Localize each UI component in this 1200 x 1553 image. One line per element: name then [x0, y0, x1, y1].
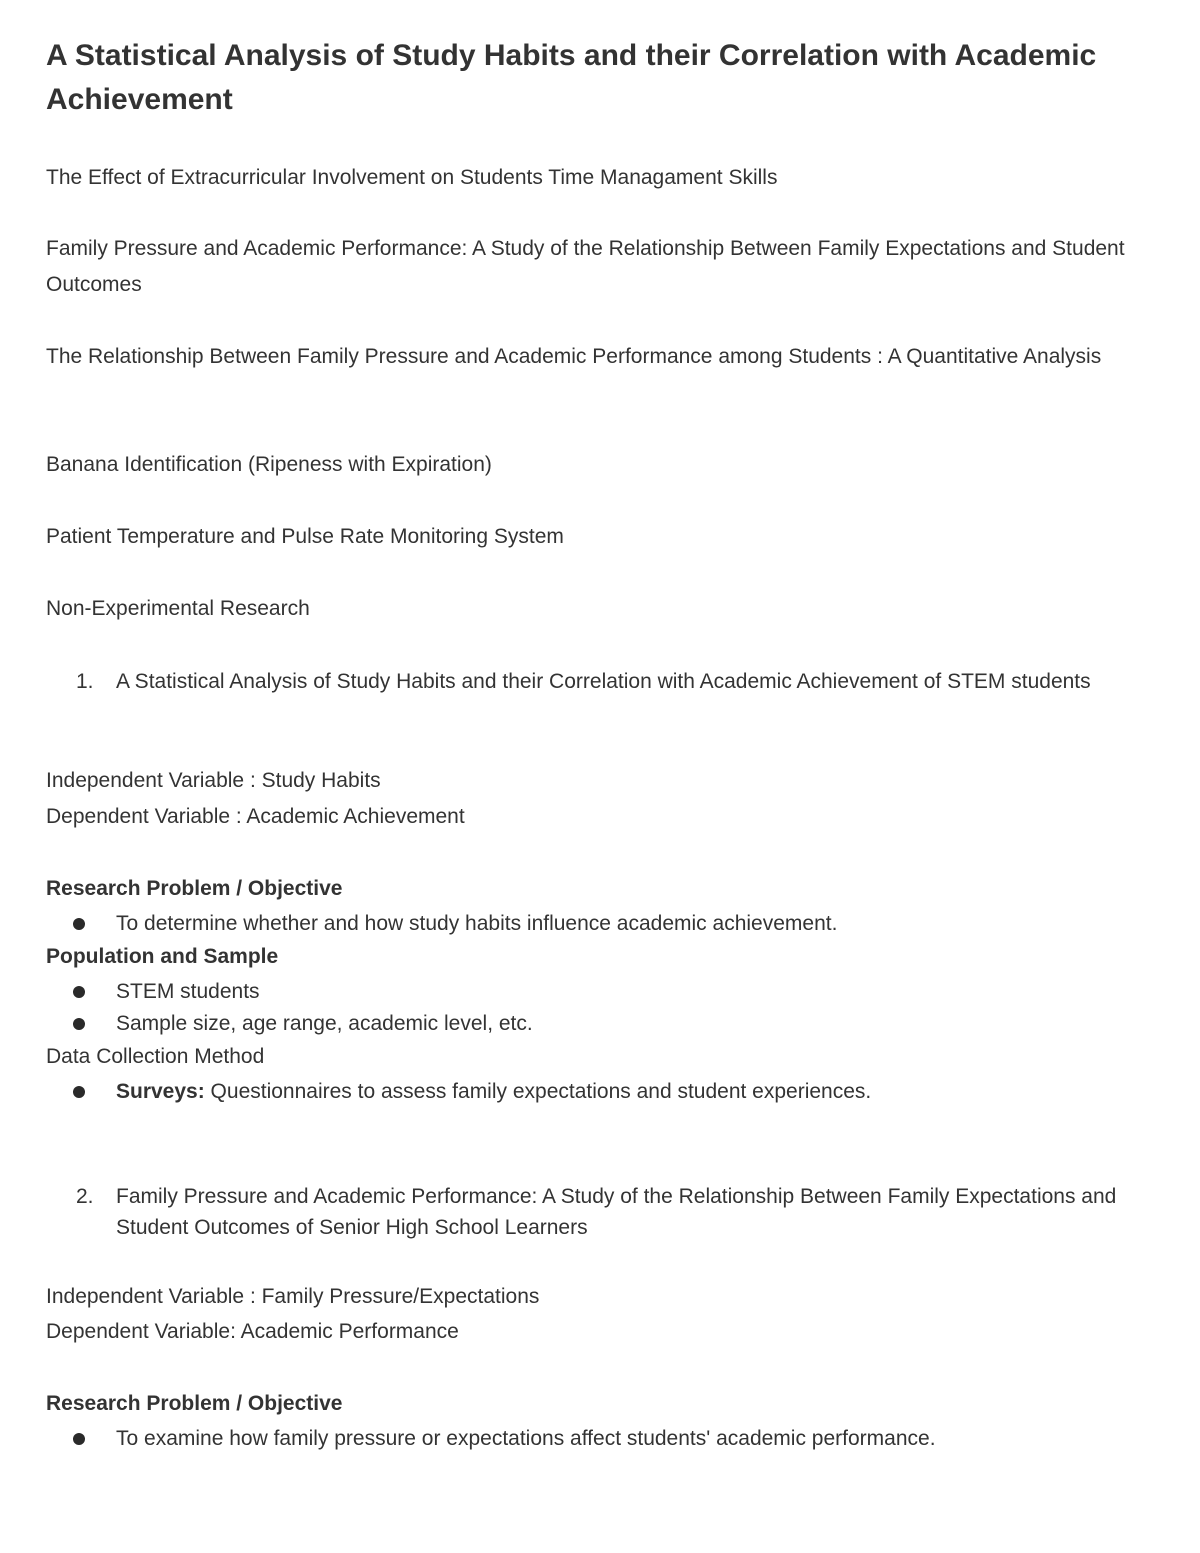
study-2-objective-bullet [46, 1423, 1136, 1455]
study-1-dependent-variable: Dependent Variable : Academic Achievement [46, 805, 465, 828]
study-2-number: 2. [76, 1185, 94, 1208]
bullet-icon [73, 1018, 85, 1030]
bullet-icon [73, 918, 85, 930]
study-1-population-bullet-2 [46, 1008, 1136, 1040]
bullet-label: Surveys: [116, 1080, 205, 1103]
bullet-icon [73, 1433, 85, 1445]
bullet-text [116, 1076, 1136, 1108]
bullet-text: To examine how family pressure or expectations affect students' academic performance. [116, 1427, 936, 1450]
study-1-independent-variable: Independent Variable : Study Habits [46, 769, 381, 792]
bullet-text: Sample size, age range, academic level, etc. [116, 1012, 533, 1035]
topic-3: The Relationship Between Family Pressure and Academic Performance among Students : A Quantitative Analysis [46, 345, 1102, 368]
topic-4: Banana Identification (Ripeness with Expiration) [46, 453, 492, 476]
study-1-title: A Statistical Analysis of Study Habits and their Correlation with Academic Achievement of STEM students [116, 670, 1091, 693]
study-2-list-item [46, 1181, 1136, 1243]
study-2-title: Family Pressure and Academic Performance: A Study of the Relationship Between Family Expectations and Student Outcomes of Senior High School Learners [116, 1185, 1117, 1239]
bullet-icon [73, 986, 85, 998]
topic-1: The Effect of Extracurricular Involvement on Students Time Managament Skills [46, 166, 778, 189]
bullet-text: To determine whether and how study habits influence academic achievement. [116, 912, 838, 935]
bullet-icon [73, 1086, 85, 1098]
study-2-objective-heading: Research Problem / Objective [46, 1392, 343, 1415]
study-2-independent-variable: Independent Variable : Family Pressure/Expectations [46, 1285, 540, 1308]
study-1-objective-bullet [46, 908, 1136, 940]
study-1-method-heading: Data Collection Method [46, 1045, 265, 1068]
study-1-population-heading: Population and Sample [46, 945, 279, 968]
study-1-population-bullet-1 [46, 976, 1136, 1008]
study-2-dependent-variable: Dependent Variable: Academic Performance [46, 1320, 459, 1343]
study-1-list-item [46, 666, 1136, 697]
bullet-body: Questionnaires to assess family expectations and student experiences. [204, 1080, 872, 1103]
bullet-text: STEM students [116, 980, 260, 1003]
study-1-method-bullet [46, 1076, 1136, 1108]
topic-5: Patient Temperature and Pulse Rate Monitoring System [46, 525, 564, 548]
topic-6: Non-Experimental Research [46, 597, 310, 620]
document-title: A Statistical Analysis of Study Habits and their Correlation with Academic Achievement [46, 39, 1097, 116]
study-1-number: 1. [76, 670, 94, 693]
topic-2: Family Pressure and Academic Performance: A Study of the Relationship Between Family Expectations and Student Outcomes [46, 237, 1125, 296]
study-1-objective-heading: Research Problem / Objective [46, 877, 343, 900]
